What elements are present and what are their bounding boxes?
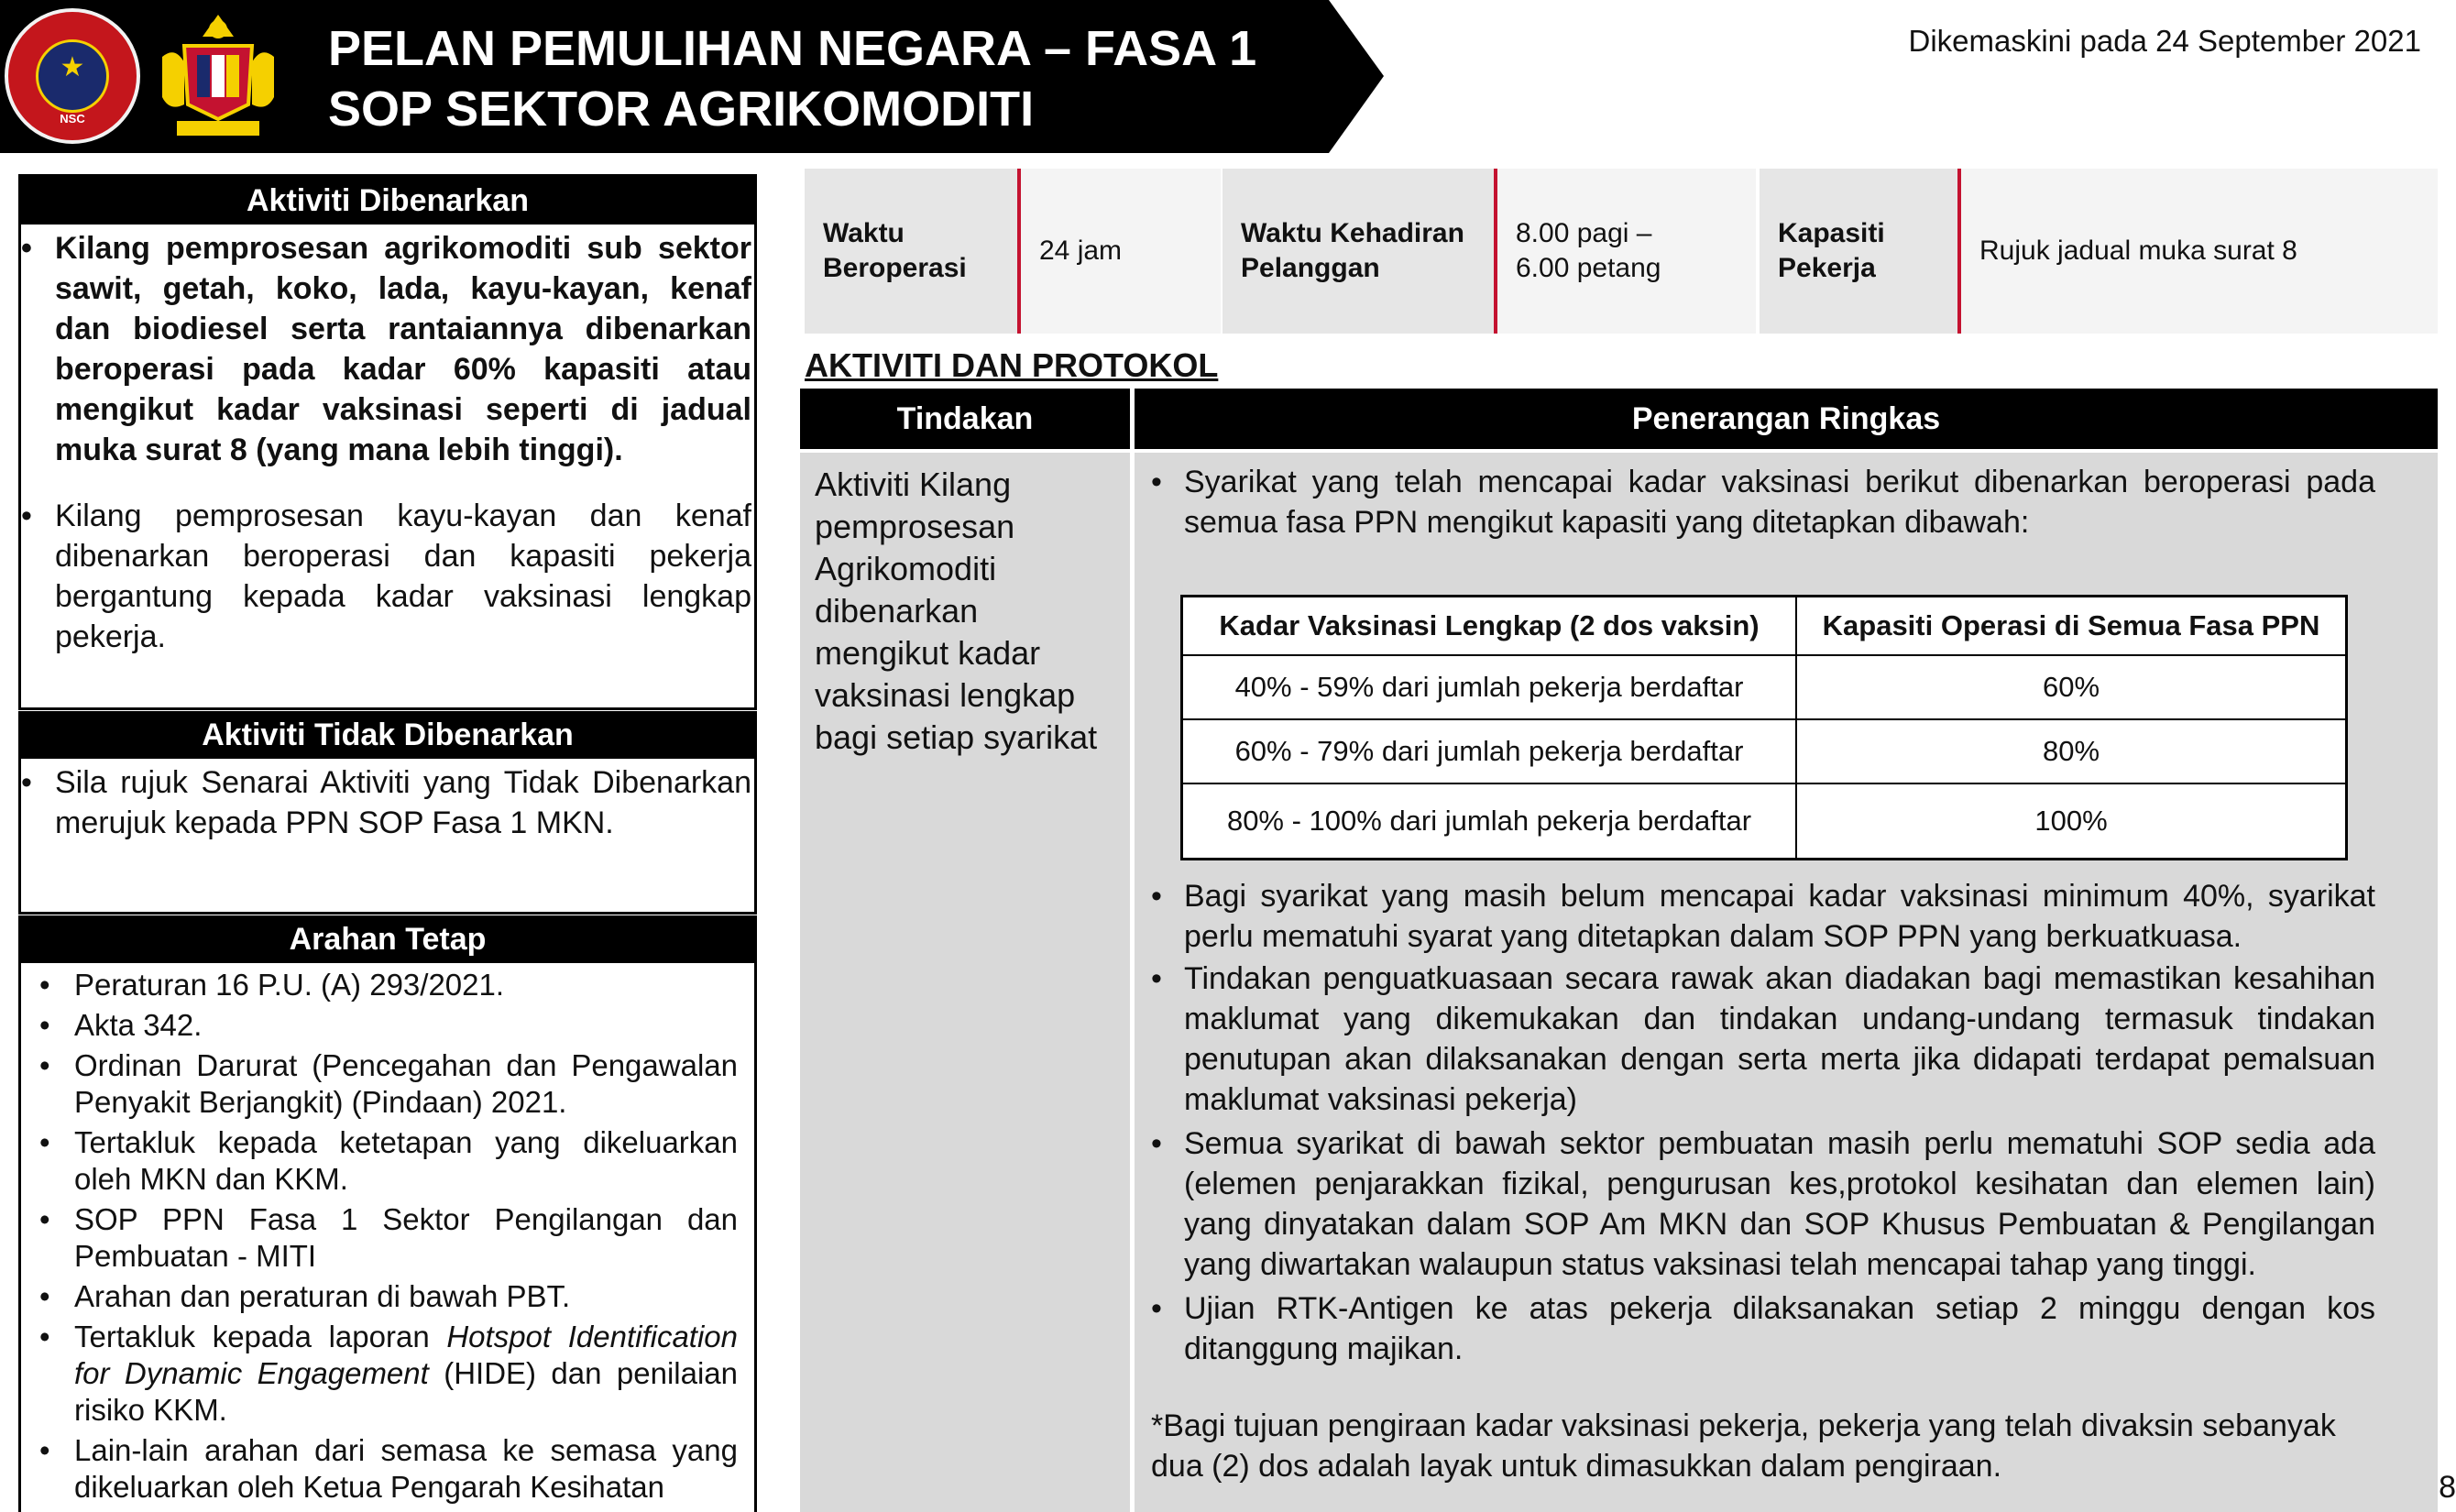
coat-of-arms-icon bbox=[149, 9, 287, 145]
vax-rate-cell: 60% - 79% dari jumlah pekerja berdaftar bbox=[1182, 719, 1797, 783]
description-bullet: • Bagi syarikat yang masih belum mencapai kadar vaksinasi minimum 40%, syarikat perlu mematuhi syarat yang ditetapkan dalam SOP PPN yang berkuatkuasa. bbox=[1151, 879, 2375, 954]
standing-orders-list bbox=[21, 967, 754, 1506]
description-bullet: • Semua syarikat di bawah sektor pembuatan masih perlu mematuhi SOP sedia ada (elemen penjarakkan fizikal, pengurusan kes,protokol kesihatan dan elemen lain) yang dinyatakan dalam SOP Am MKN dan SOP Khusus Pembuatan & Pengilangan yang diwartakan walaupun status vaksinasi telah mencapai tahap yang tinggi. bbox=[1151, 1126, 2375, 1282]
vax-rate-cell: 40% - 59% dari jumlah pekerja berdaftar bbox=[1182, 655, 1797, 719]
not-allowed-heading: Aktiviti Tidak Dibenarkan bbox=[21, 711, 754, 759]
column-header-action: Tindakan bbox=[800, 389, 1130, 449]
allowed-item: • Kilang pemprosesan agrikomoditi sub sektor sawit, getah, koko, lada, kayu-kayan, kenaf dan biodiesel serta rantaiannya dibenarkan beroperasi pada kadar 60% kapasiti atau mengikut kadar vaksinasi seperti di jadual muka surat 8 (yang mana lebih tinggi). bbox=[21, 231, 751, 467]
not-allowed-item: • Sila rujuk Senarai Aktiviti yang Tidak Dibenarkan merujuk kepada PPN SOP Fasa 1 MKN. bbox=[21, 765, 751, 840]
standing-orders-box bbox=[18, 915, 757, 1512]
action-cell: Aktiviti Kilang pemprosesan Agrikomoditi dibenarkan mengikut kadar vaksinasi lengkap bagi setiap syarikat bbox=[800, 453, 1130, 1512]
hours-label-cell: Waktu Beroperasi bbox=[805, 169, 1021, 334]
customer-hours-label-cell: Waktu Kehadiran Pelanggan bbox=[1223, 169, 1497, 334]
description-cell bbox=[1135, 453, 2438, 1512]
standing-order-item: • Peraturan 16 P.U. (A) 293/2021. bbox=[39, 968, 505, 1002]
allowed-item: • Kilang pemprosesan kayu-kayan dan kenaf dibenarkan beroperasi dan kapasiti pekerja bergantung kepada kadar vaksinasi lengkap pekerja. bbox=[21, 499, 751, 654]
table-row bbox=[1182, 783, 2347, 860]
description-bullet: • Ujian RTK-Antigen ke atas pekerja dilaksanakan setiap 2 minggu dengan kos ditanggung majikan. bbox=[1151, 1291, 2375, 1366]
vax-table-header: Kapasiti Operasi di Semua Fasa PPN bbox=[1796, 597, 2347, 656]
capacity-cell: 80% bbox=[1796, 719, 2347, 783]
allowed-activities-heading: Aktiviti Dibenarkan bbox=[21, 177, 754, 225]
hours-value-cell: 24 jam bbox=[1021, 169, 1221, 334]
title-line-2: SOP SEKTOR AGRIKOMODITI bbox=[328, 82, 1035, 137]
standing-order-item: • Arahan dan peraturan di bawah PBT. bbox=[39, 1279, 571, 1313]
vax-table-header: Kadar Vaksinasi Lengkap (2 dos vaksin) bbox=[1182, 597, 1797, 656]
standing-orders-heading: Arahan Tetap bbox=[21, 915, 754, 963]
table-row bbox=[1182, 655, 2347, 719]
allowed-activities-box bbox=[18, 174, 757, 710]
customer-hours-value-cell: 8.00 pagi – 6.00 petang bbox=[1497, 169, 1756, 334]
footnote: *Bagi tujuan pengiraan kadar vaksinasi pekerja, pekerja yang telah divaksin sebanyak dua (2) dos adalah layak untuk dimasukkan dalam pengiraan. bbox=[1151, 1408, 2336, 1484]
nsc-logo-text: NSC bbox=[60, 112, 85, 126]
standing-order-item-hide: • Tertakluk kepada laporan Hotspot Identification for Dynamic Engagement (HIDE) dan penilaian risiko KKM. bbox=[39, 1320, 739, 1427]
standing-order-item: • Tertakluk kepada ketetapan yang dikeluarkan oleh MKN dan KKM. bbox=[39, 1125, 738, 1196]
title-line-1: PELAN PEMULIHAN NEGARA – FASA 1 bbox=[328, 21, 1257, 76]
capacity-cell: 60% bbox=[1796, 655, 2347, 719]
standing-order-item: • Akta 342. bbox=[39, 1008, 203, 1042]
section-title: AKTIVITI DAN PROTOKOL bbox=[805, 346, 1219, 384]
vaccination-capacity-table bbox=[1180, 595, 2348, 860]
column-header-description: Penerangan Ringkas bbox=[1135, 389, 2438, 449]
capacity-cell: 100% bbox=[1796, 783, 2347, 860]
page-title bbox=[328, 18, 1256, 139]
nsc-logo-icon: ★ NSC bbox=[5, 8, 140, 144]
standing-order-item: • Ordinan Darurat (Pencegahan dan Pengawalan Penyakit Berjangkit) (Pindaan) 2021. bbox=[39, 1048, 738, 1119]
updated-date: Dikemaskini pada 24 September 2021 bbox=[1908, 24, 2421, 58]
vax-rate-cell: 80% - 100% dari jumlah pekerja berdaftar bbox=[1182, 783, 1797, 860]
standing-order-item: • Lain-lain arahan dari semasa ke semasa yang dikeluarkan oleh Ketua Pengarah Kesihatan bbox=[39, 1433, 738, 1504]
standing-order-item: • SOP PPN Fasa 1 Sektor Pengilangan dan Pembuatan - MITI bbox=[39, 1202, 738, 1273]
not-allowed-activities-box bbox=[18, 711, 757, 915]
description-bullet: • Tindakan penguatkuasaan secara rawak akan diadakan bagi memastikan kesahihan maklumat yang dikemukakan dan tindakan undang-undang termasuk tindakan penutupan akan dilaksanakan dengan serta merta jika didapati terdapat pemalsuan maklumat vaksinasi pekerja) bbox=[1151, 961, 2375, 1117]
table-row bbox=[1182, 719, 2347, 783]
page-number: 8 bbox=[2439, 1470, 2456, 1505]
capacity-label-cell: Kapasiti Pekerja bbox=[1760, 169, 1961, 334]
description-bullet: • Syarikat yang telah mencapai kadar vaksinasi berikut dibenarkan beroperasi pada semua fasa PPN mengikut kapasiti yang ditetapkan dibawah: bbox=[1151, 465, 2375, 540]
capacity-value-cell: Rujuk jadual muka surat 8 bbox=[1961, 169, 2438, 334]
